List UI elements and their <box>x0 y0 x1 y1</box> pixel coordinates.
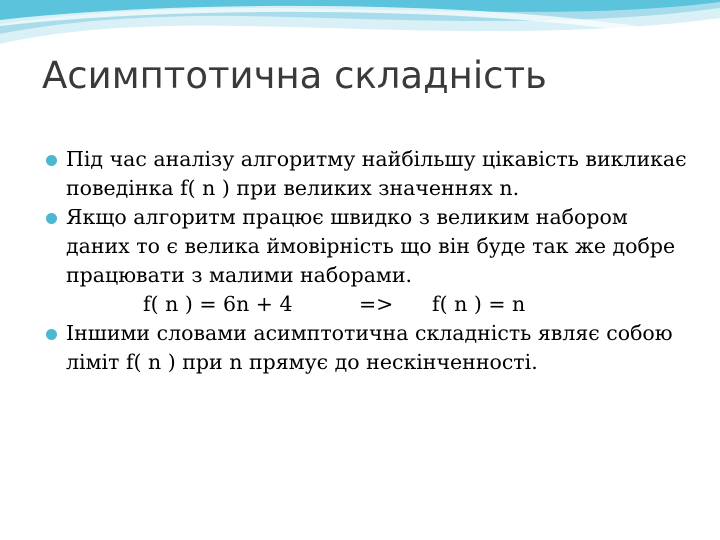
formula-arrow: => <box>359 292 394 316</box>
bullet-item <box>46 319 696 377</box>
bullet-item <box>46 203 696 290</box>
formula-line <box>46 290 696 319</box>
bullet-text: Якщо алгоритм працює швидко з великим набором даних то є велика ймовірність що він буде так же добре працювати з малими наборами. <box>66 205 676 287</box>
bullet-dot-icon <box>46 329 57 340</box>
bullet-list <box>46 145 696 377</box>
formula-right: f( n ) = n <box>432 292 526 316</box>
bullet-dot-icon <box>46 155 57 166</box>
bullet-item <box>46 145 696 203</box>
slide-title: Асимптотична складність <box>42 54 547 97</box>
bullet-dot-icon <box>46 213 57 224</box>
bullet-text: Іншими словами асимптотична складність являє собою ліміт f( n ) при n прямує до нескінченності. <box>66 321 673 374</box>
bullet-text: Під час аналізу алгоритму найбільшу цікавість викликає поведінка f( n ) при великих значеннях n. <box>66 147 687 200</box>
formula-left: f( n ) = 6n + 4 <box>143 292 293 316</box>
